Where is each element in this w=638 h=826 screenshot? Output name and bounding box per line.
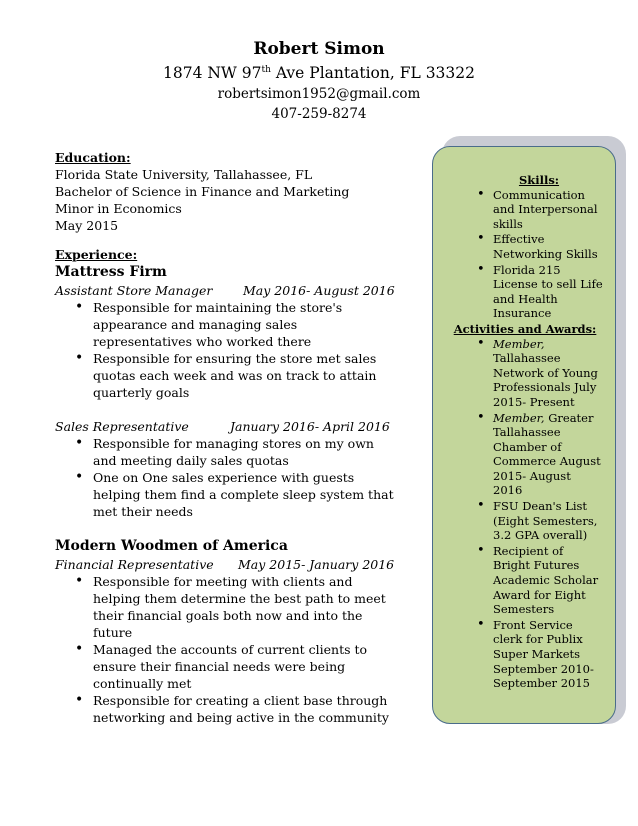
education-line: Florida State University, Tallahassee, FL bbox=[55, 167, 313, 182]
bullet-item: • Responsible for meeting with clients and helping them determine the best path to meet their financial goals both now and into the future bbox=[55, 573, 395, 641]
education-line: Bachelor of Science in Finance and Marketing bbox=[55, 184, 350, 199]
activity-item bbox=[433, 337, 617, 410]
role-dates: May 2015- January 2016 bbox=[238, 557, 395, 572]
skill-item: • Effective Networking Skills bbox=[433, 232, 617, 261]
education-line: Minor in Economics bbox=[55, 201, 182, 216]
activity-text: Tallahassee Network of Young Professionals July 2015- Present bbox=[493, 351, 598, 409]
bullet-item: • Responsible for managing stores on my own and meeting daily sales quotas bbox=[55, 435, 395, 469]
education-title: Education: bbox=[55, 150, 131, 165]
activity-text: Front Service clerk for Publix Super Markets September 2010- September 2015 bbox=[493, 617, 594, 691]
employer-name: Modern Woodmen of America bbox=[55, 538, 288, 554]
bullet-item: • Responsible for creating a client base through networking and being active in the community bbox=[55, 692, 395, 726]
candidate-name: Robert Simon bbox=[253, 39, 385, 59]
bullet-item: • Responsible for maintaining the store's appearance and managing sales representatives who worked there bbox=[55, 299, 395, 350]
role-header bbox=[55, 556, 395, 573]
education-section bbox=[55, 149, 395, 234]
activity-item bbox=[433, 544, 617, 617]
role-title: Financial Representative bbox=[55, 557, 214, 572]
experience-section bbox=[55, 246, 395, 726]
phone: 407-259-8274 bbox=[271, 106, 367, 122]
role-title: Assistant Store Manager bbox=[55, 283, 213, 298]
activities-list bbox=[433, 337, 617, 691]
activity-item bbox=[433, 411, 617, 499]
address bbox=[0, 62, 638, 84]
activity-item bbox=[433, 499, 617, 543]
activity-item bbox=[433, 618, 617, 691]
activity-role: Member, bbox=[493, 410, 545, 425]
employer-name: Mattress Firm bbox=[55, 264, 167, 280]
activity-role: Member, bbox=[493, 336, 545, 351]
email: robertsimon1952@gmail.com bbox=[217, 86, 421, 102]
bullet-item: • Managed the accounts of current clients to ensure their financial needs were being continually met bbox=[55, 641, 395, 692]
skills-sidebar bbox=[432, 146, 616, 724]
role-dates: May 2016- August 2016 bbox=[243, 283, 395, 298]
activity-text: Greater Tallahassee Chamber of Commerce August 2015- August 2016 bbox=[493, 410, 601, 498]
role-header bbox=[55, 282, 395, 299]
bullet-item: • One on One sales experience with guests helping them find a complete sleep system that met their needs bbox=[55, 469, 395, 520]
role-title: Sales Representative bbox=[55, 419, 189, 434]
skills-list bbox=[433, 188, 617, 321]
activity-text: Recipient of Bright Futures Academic Scholar Award for Eight Semesters bbox=[493, 543, 599, 617]
role-bullets bbox=[55, 573, 395, 726]
role-dates: January 2016- April 2016 bbox=[230, 419, 390, 434]
education-line: May 2015 bbox=[55, 218, 119, 233]
bullet-item: • Responsible for ensuring the store met sales quotas each week and was on track to attain quarterly goals bbox=[55, 350, 395, 401]
role-header bbox=[55, 418, 395, 435]
skill-item: • Florida 215 License to sell Life and Health Insurance bbox=[433, 263, 617, 321]
address-city: Ave Plantation, FL 33322 bbox=[270, 64, 476, 82]
activities-title: Activities and Awards: bbox=[453, 321, 597, 336]
main-column bbox=[55, 149, 395, 726]
experience-title: Experience: bbox=[55, 247, 138, 262]
resume-header bbox=[0, 38, 638, 124]
skills-title: Skills: bbox=[518, 173, 560, 187]
address-street: 1874 NW 97 bbox=[162, 64, 262, 82]
role-bullets bbox=[55, 299, 395, 401]
activity-text: FSU Dean's List (Eight Semesters, 3.2 GPA overall) bbox=[493, 499, 598, 543]
address-ordinal: th bbox=[261, 64, 271, 75]
role-bullets bbox=[55, 435, 395, 520]
skill-item: • Communication and Interpersonal skills bbox=[433, 188, 617, 232]
